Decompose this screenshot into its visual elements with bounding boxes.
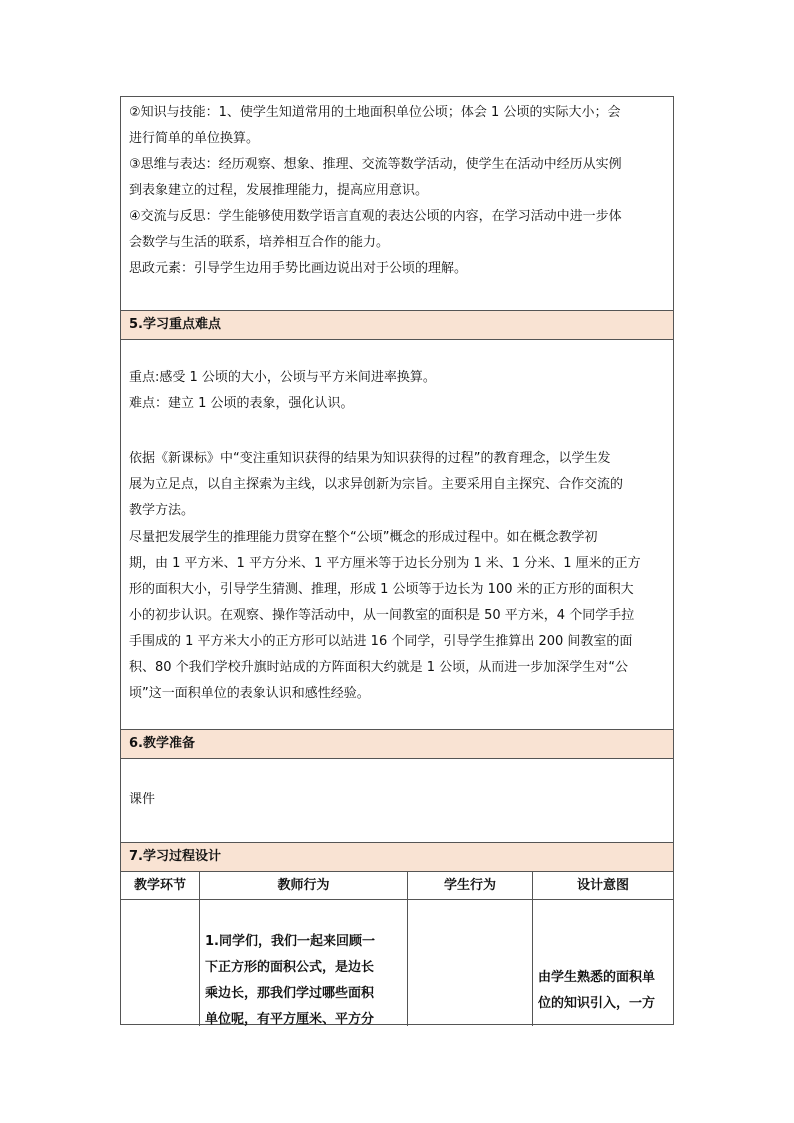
- section-7-header: [121, 843, 673, 871]
- row-divider: [121, 899, 673, 900]
- objective-line: ④交流与反思：学生能够使用数学语言直观的表达公顷的内容，在学习活动中进一步体: [129, 209, 622, 224]
- method-line: 教学方法。: [129, 503, 195, 518]
- section-5-header: [121, 311, 673, 339]
- key-point-line: 重点:感受 1 公顷的大小，公顷与平方米间进率换算。: [129, 370, 436, 385]
- teacher-action-line: 乘边长，那我们学过哪些面积: [205, 986, 375, 1001]
- teacher-action-line: 下正方形的面积公式，是边长: [205, 960, 375, 975]
- objective-line: 会数学与生活的联系，培养相互合作的能力。: [129, 235, 390, 250]
- teacher-action-line: 单位呢，有平方厘米、平方分: [205, 1012, 375, 1027]
- column-header-student: 学生行为: [443, 878, 496, 893]
- section-5-title: 5.学习重点难点: [129, 317, 221, 332]
- column-divider: [199, 872, 200, 1026]
- strategy-line: 尽量把发展学生的推理能力贯穿在整个“公顷”概念的形成过程中。如在概念教学初: [129, 530, 598, 545]
- teacher-action-line: 1.同学们，我们一起来回顾一: [205, 934, 375, 949]
- preparation-text: 课件: [129, 792, 156, 807]
- strategy-line: 形的面积大小，引导学生猜测、推理，形成 1 公顷等于边长为 100 米的正方形的面积大: [129, 582, 634, 597]
- section-6-title: 6.教学准备: [129, 736, 195, 751]
- strategy-line: 积、80 个我们学校升旗时站成的方阵面积大约就是 1 公顷，从而进一步加深学生对“公: [129, 660, 628, 675]
- section-6-header: [121, 730, 673, 758]
- method-line: 展为立足点，以自主探索为主线，以求异创新为宗旨。主要采用自主探究、合作交流的: [129, 477, 624, 492]
- column-divider: [407, 872, 408, 1026]
- section-7-title: 7.学习过程设计: [129, 849, 221, 864]
- key-points-cell: [121, 340, 673, 729]
- strategy-line: 顷”这一面积单位的表象认识和感性经验。: [129, 686, 370, 701]
- row-divider: [121, 871, 673, 872]
- difficult-point-line: 难点：建立 1 公顷的表象，强化认识。: [129, 396, 354, 411]
- strategy-line: 小的初步认识。在观察、操作等活动中，从一间教室的面积是 50 平方米，4 个同学手拉: [129, 608, 635, 623]
- lesson-plan-table: [120, 96, 674, 1025]
- objective-line: ③思维与表达：经历观察、想象、推理、交流等数学活动，使学生在活动中经历从实例: [129, 157, 622, 172]
- column-header-intent: 设计意图: [576, 878, 629, 893]
- ideology-element-line: 思政元素：引导学生边用手势比画边说出对于公顷的理解。: [129, 261, 468, 276]
- objective-line: 到表象建立的过程，发展推理能力，提高应用意识。: [129, 183, 429, 198]
- method-line: 依据《新课标》中“变注重知识获得的结果为知识获得的过程”的教育理念，以学生发: [129, 451, 611, 466]
- design-intent-line: 由学生熟悉的面积单: [538, 970, 656, 985]
- objective-line: 进行简单的单位换算。: [129, 131, 260, 146]
- column-divider: [532, 872, 533, 1026]
- preparation-cell: [121, 759, 673, 842]
- column-header-teacher: 教师行为: [277, 878, 330, 893]
- objective-line: ②知识与技能：1、使学生知道常用的土地面积单位公顷；体会 1 公顷的实际大小；会: [129, 105, 621, 120]
- objectives-cell: [121, 97, 673, 310]
- strategy-line: 手围成的 1 平方米大小的正方形可以站进 16 个同学，引导学生推算出 200 间教室的面: [129, 634, 633, 649]
- strategy-line: 期，由 1 平方米、1 平方分米、1 平方厘米等于边长分别为 1 米、1 分米、1 厘米的正方: [129, 556, 641, 571]
- design-intent-line: 位的知识引入，一方: [538, 996, 656, 1011]
- column-header-stage: 教学环节: [133, 878, 186, 893]
